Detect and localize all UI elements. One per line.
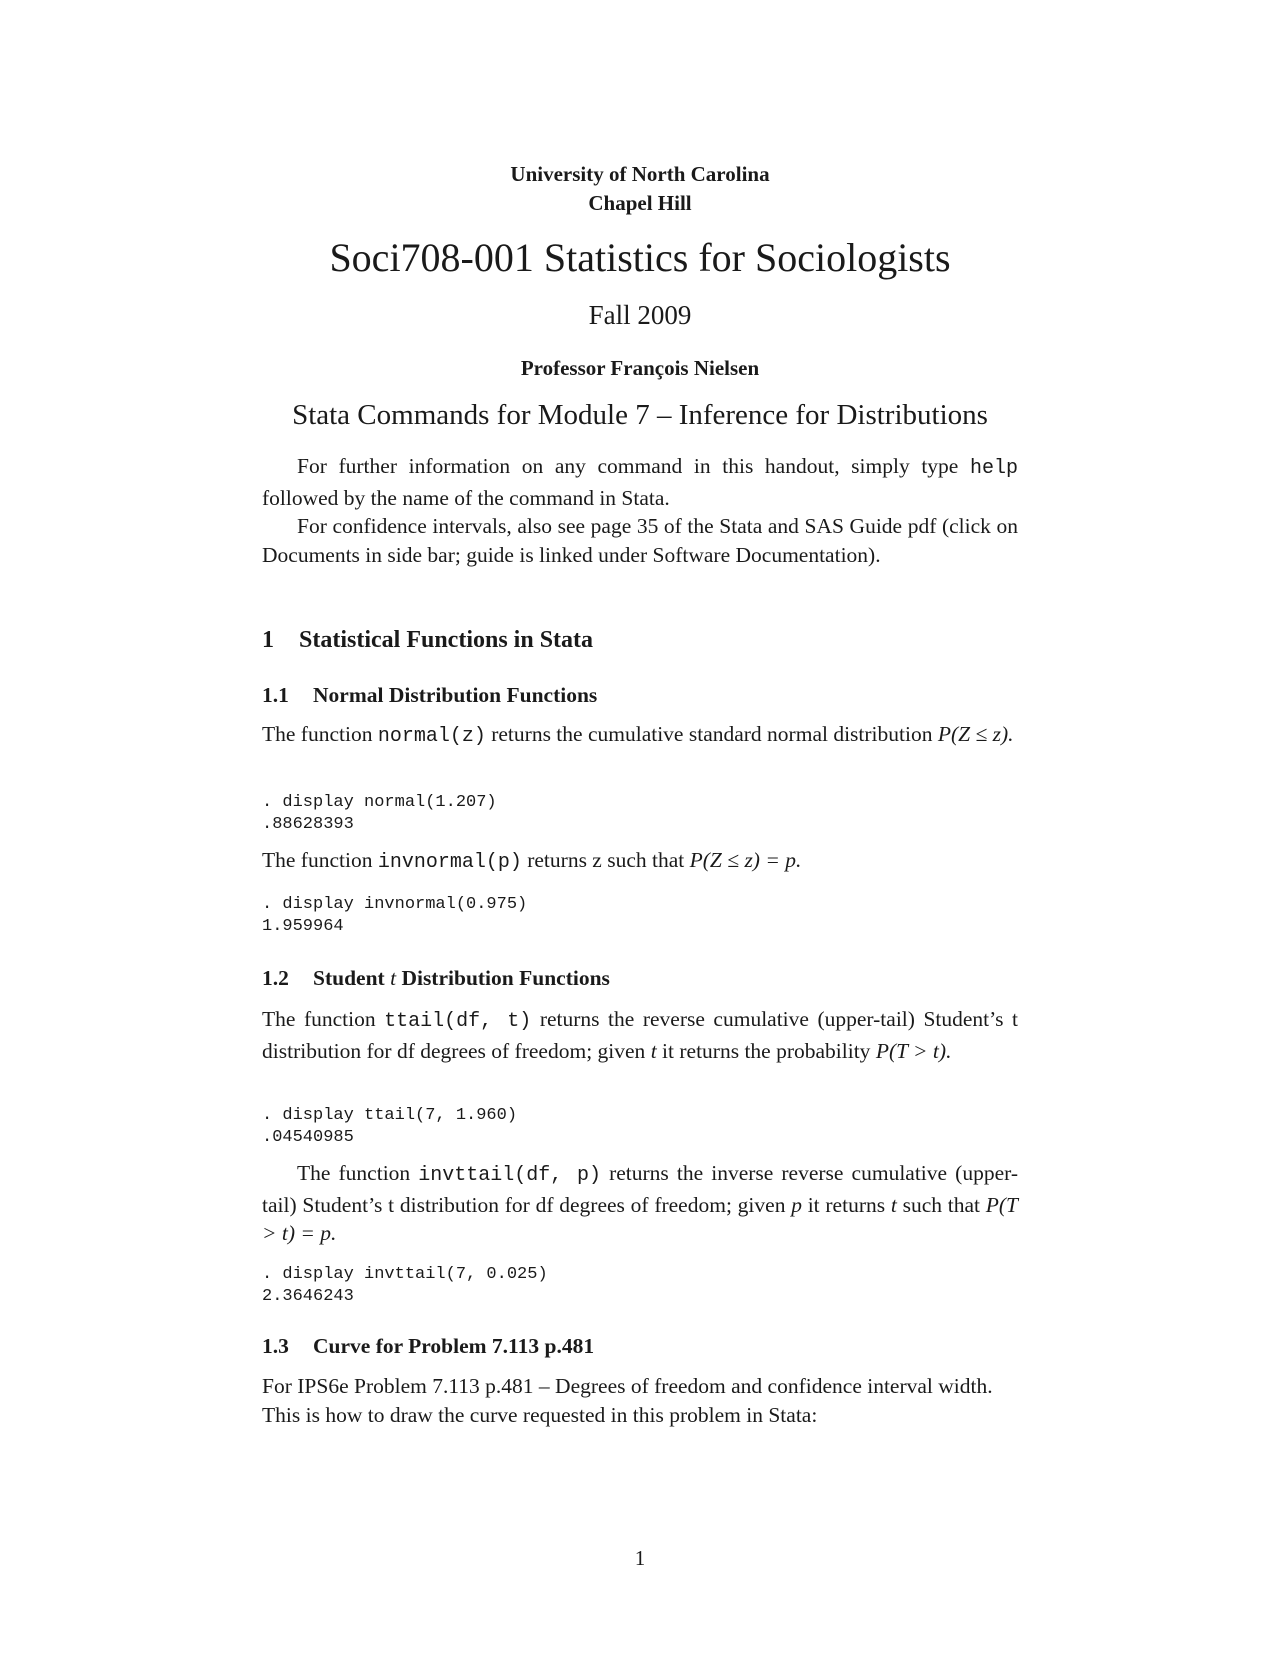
section-1-2-heading: 1.2 Student t Distribution Functions [262, 966, 610, 990]
invttail-function-code: invttail(df, p) [418, 1164, 601, 1187]
code-block-normal: . display normal(1.207) .88628393 [262, 793, 497, 834]
problem-text-1: For IPS6e Problem 7.113 p.481 – Degrees of freedom and confidence interval width. [262, 1374, 993, 1398]
code-block-ttail: . display ttail(7, 1.960) .04540985 [262, 1106, 518, 1147]
code-block-invnormal: . display invnormal(0.975) 1.959964 [262, 895, 528, 936]
intro-paragraph-1: For further information on any command in this handout, simply type help followed by the name of the command in Stata. [262, 454, 1018, 510]
invttail-function-description: The function invttail(df, p) returns the inverse reverse cumulative (upper-tail) Student’s t distribution for df degrees of freedom; given p it returns t such that P(T > t) = p. [262, 1161, 1019, 1245]
university-name: University of North Carolina [510, 162, 770, 186]
ttail-function-code: ttail(df, t) [384, 1010, 532, 1033]
normal-function-description: The function normal(z) returns the cumulative standard normal distribution P(Z ≤ z). [262, 722, 1014, 748]
invnormal-function-code: invnormal(p) [377, 851, 522, 874]
university-header [262, 160, 1018, 218]
problem-text-2: This is how to draw the curve requested in this problem in Stata: [262, 1402, 818, 1427]
problem-7-113-description [262, 1372, 1018, 1429]
code-block-invttail: . display invttail(7, 0.025) 2.3646243 [262, 1265, 548, 1306]
course-title: Soci708-001 Statistics for Sociologists [329, 235, 951, 280]
document-title: Stata Commands for Module 7 – Inference for Distributions [292, 399, 988, 431]
ttail-function-description: The function ttail(df, t) returns the reverse cumulative (upper-tail) Student’s t distribution for df degrees of freedom; given t it returns the probability P(T > t). [262, 1007, 1018, 1063]
section-1-heading: 1 Statistical Functions in Stata [262, 627, 594, 653]
campus-name: Chapel Hill [588, 191, 692, 215]
section-1-3-heading: 1.3 Curve for Problem 7.113 p.481 [262, 1334, 595, 1358]
section-1-1-heading: 1.1 Normal Distribution Functions [262, 683, 598, 707]
normal-function-code: normal(z) [377, 725, 486, 748]
help-command: help [969, 457, 1018, 480]
intro-section [262, 452, 1018, 569]
page-number: 1 [634, 1546, 646, 1570]
professor-name: Professor François Nielsen [520, 356, 760, 380]
intro-paragraph-2: For confidence intervals, also see page 35 of the Stata and SAS Guide pdf (click on Documents in side bar; guide is linked under Software Documentation). [262, 514, 1018, 567]
term: Fall 2009 [588, 300, 692, 330]
invnormal-function-description: The function invnormal(p) returns z such that P(Z ≤ z) = p. [262, 848, 802, 874]
